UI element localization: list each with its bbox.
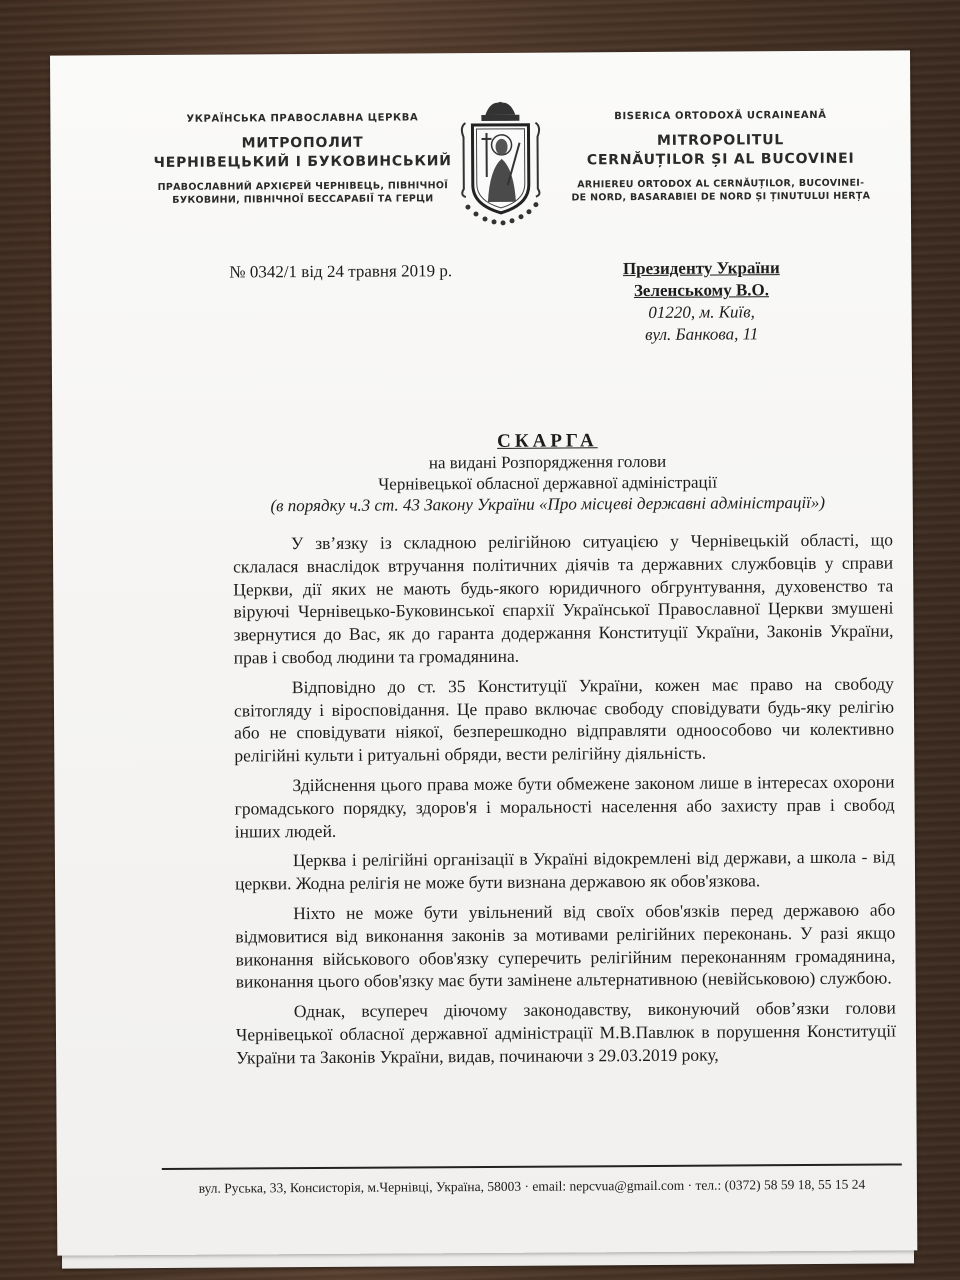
paragraph: Здійснення цього права може бути обмежене законом лише в інтересах охорони громадського порядку, здоров'я і моральності населення або захисту прав і свобод інших людей. [234,771,895,842]
complaint-heading [202,428,893,516]
complaint-title: СКАРГА [497,430,598,452]
footer-contact-info: вул. Руська, 33, Консисторія, м.Чернівці, Україна, 58003 · email: nepcvua@gmail.com · тел.: (0372) 58 59 18, 55 15 24 [198,1176,866,1196]
letterhead [50,108,911,243]
addressee-name: Зеленському В.О. [633,280,770,301]
subtitle-ua: ПРАВОСЛАВНИЙ АРХІЄРЕЙ ЧЕРНІВЕЦЬ, ПІВНІЧНОЇ БУКОВИНИ, ПІВНІЧНОЇ БЕССАРАБІЇ ТА ГЕРЦИ [157,180,449,206]
letter-page [50,50,917,1255]
footer-divider [162,1163,902,1170]
addressee-street: вул. Банкова, 11 [645,324,759,344]
church-name-ro: BISERICA ORTODOXĂ UCRAINEANĂ [614,109,827,123]
subtitle-ro: ARHIEREU ORTODOX AL CERNĂUȚILOR, BUCOVINEI- DE NORD, BASARABIEI DE NORD ȘI ȚINUTULUI HERȚA [571,177,871,204]
heading-legal-basis: (в порядку ч.3 ст. 43 Закону України «Про місцеві державні адміністрації») [270,492,826,516]
heading-line-1: на видані Розпорядження голови [428,451,667,473]
paragraph: Ніхто не може бути увільнений від своїх обов'язків перед державою або відмовитися від виконання законів за мотивами релігійних переконань. У разі якщо виконання військового обов'язку суперечить релігійним переконанням громадянина, виконання цього обов'язку має бути замінене альтернативною (невійськовою) службою. [235,899,896,992]
paragraph: Церква і релігійні організації в Україні відокремлені від держави, а школа - від церкви. Жодна релігія не може бути визнана державою як обов'язкова. [235,846,895,894]
paragraph: У зв’язку із складною релігійною ситуацією у Чернівецькій області, що склалася внаслідок втручання політичних діячів та державних службовців у справи Церкви, дії яких не мають будь-якого юридичного обгрунтування, духовенство та віруючі Чернівецько-Буковинської єпархії Української Православної Церкви змушені звернутися до Вас, як до гаранта додержання Конституції України, Законів України, прав і свобод людини та громадянина. [233,529,894,668]
letterhead-romanian [550,108,891,204]
paragraph: Відповідно до ст. 35 Конституції України, кожен має право на свободу світогляду і віросповідання. Це право включає свободу сповідувати будь-яку релігію або не сповідувати ніякої, безперешкодно відправляти одноособово чи колективно релігійні культи і ритуальні обряди, вести релігійну діяльність. [233,673,895,766]
letter-body [233,528,896,1076]
heading-line-2: Чернівецької обласної державної адміністрації [378,472,718,494]
addressee-city: 01220, м. Київ, [648,302,755,322]
title-ro: MITROPOLITUL CERNĂUȚILOR ȘI AL BUCOVINEI [586,132,855,169]
title-ua: МИТРОПОЛИТ ЧЕРНІВЕЦЬКИЙ І БУКОВИНСЬКИЙ [153,134,452,171]
addressee-title: Президенту України [622,258,780,279]
addressee-block [591,257,812,346]
paragraph: Однак, всупереч діючому законодавству, виконуючий обов’язки голови Чернівецької обласної державної адміністрації М.В.Павлюк в порушення Конституції України та Законів України, видав, починаючи з 29.03.2019 року, [235,997,897,1068]
church-name-ua: УКРАЇНСЬКА ПРАВОСЛАВНА ЦЕРКВА [186,112,419,125]
letterhead-ukrainian [142,111,463,207]
coat-of-arms-emblem-icon [445,97,556,238]
document-reference-number: № 0342/1 від 24 травня 2019 р. [229,261,453,282]
